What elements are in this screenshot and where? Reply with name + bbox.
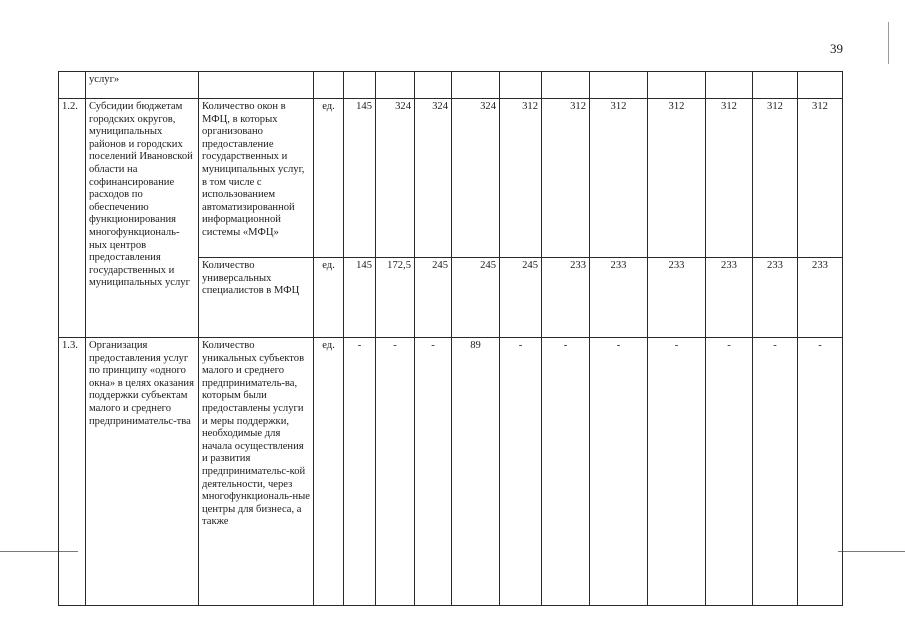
value-cell: 324	[415, 99, 452, 258]
row-index: 1.3.	[59, 338, 86, 606]
value-cell: -	[542, 338, 590, 606]
indicators-table	[58, 71, 843, 606]
unit: ед.	[314, 99, 344, 258]
table-row	[59, 99, 843, 258]
value-cell: 172,5	[376, 258, 415, 338]
value-cell: 233	[706, 258, 753, 338]
value-cell: 312	[648, 99, 706, 258]
value-cell	[798, 72, 843, 99]
unit: ед.	[314, 338, 344, 606]
value-cell	[648, 72, 706, 99]
value-cell: 312	[706, 99, 753, 258]
value-cell: 233	[590, 258, 648, 338]
indicator-name: Количество окон в МФЦ, в которых организовано предоставление государственных и муниципальных услуг, в том числе с использованием автоматизированной информационной системы «МФЦ»	[199, 99, 314, 258]
value-cell: 312	[590, 99, 648, 258]
value-cell: -	[415, 338, 452, 606]
value-cell	[500, 72, 542, 99]
unit	[314, 72, 344, 99]
scan-artifact-line	[838, 551, 905, 552]
value-cell: 312	[500, 99, 542, 258]
value-cell	[542, 72, 590, 99]
value-cell	[590, 72, 648, 99]
value-cell: -	[376, 338, 415, 606]
value-cell: 245	[452, 258, 500, 338]
value-cell: 324	[452, 99, 500, 258]
value-cell: 233	[542, 258, 590, 338]
value-cell: 233	[753, 258, 798, 338]
value-cell: -	[590, 338, 648, 606]
indicator-name: Количество уникальных субъектов малого и среднего предприниматель-ва, которым были предоставлены услуги и меры поддержки, необходимые для начала осуществления и развития предпринимательс-кой деятельности, через многофункциональ-ные центры для бизнеса, а также	[199, 338, 314, 606]
value-cell: 312	[798, 99, 843, 258]
event-name: услуг»	[86, 72, 199, 99]
value-cell: -	[500, 338, 542, 606]
value-cell: 312	[542, 99, 590, 258]
value-cell	[753, 72, 798, 99]
page-number: 39	[830, 41, 843, 56]
indicator-name	[199, 72, 314, 99]
value-cell: 233	[648, 258, 706, 338]
event-name: Субсидии бюджетам городских округов, муниципальных районов и городских поселений Ивановской области на софинансирование расходов по обеспечению функционирования многофункциональ-ных центров предоставления государственных и муниципальных услуг	[86, 99, 199, 338]
value-cell: 245	[500, 258, 542, 338]
value-cell: 145	[344, 258, 376, 338]
value-cell	[376, 72, 415, 99]
value-cell: -	[753, 338, 798, 606]
row-index: 1.2.	[59, 99, 86, 338]
value-cell	[452, 72, 500, 99]
event-name: Организация предоставления услуг по принципу «одного окна» в целях оказания поддержки субъектам малого и среднего предпринимательс-тва	[86, 338, 199, 606]
value-cell: 233	[798, 258, 843, 338]
value-cell: 245	[415, 258, 452, 338]
value-cell: 89	[452, 338, 500, 606]
row-index	[59, 72, 86, 99]
value-cell	[344, 72, 376, 99]
scan-edge-mark	[888, 22, 889, 64]
unit: ед.	[314, 258, 344, 338]
table-row	[59, 72, 843, 99]
value-cell: 324	[376, 99, 415, 258]
value-cell: 312	[753, 99, 798, 258]
value-cell: -	[648, 338, 706, 606]
value-cell	[706, 72, 753, 99]
value-cell	[415, 72, 452, 99]
value-cell: 145	[344, 99, 376, 258]
indicator-name: Количество универсальных специалистов в МФЦ	[199, 258, 314, 338]
value-cell: -	[344, 338, 376, 606]
value-cell: -	[706, 338, 753, 606]
value-cell: -	[798, 338, 843, 606]
table-row	[59, 338, 843, 606]
